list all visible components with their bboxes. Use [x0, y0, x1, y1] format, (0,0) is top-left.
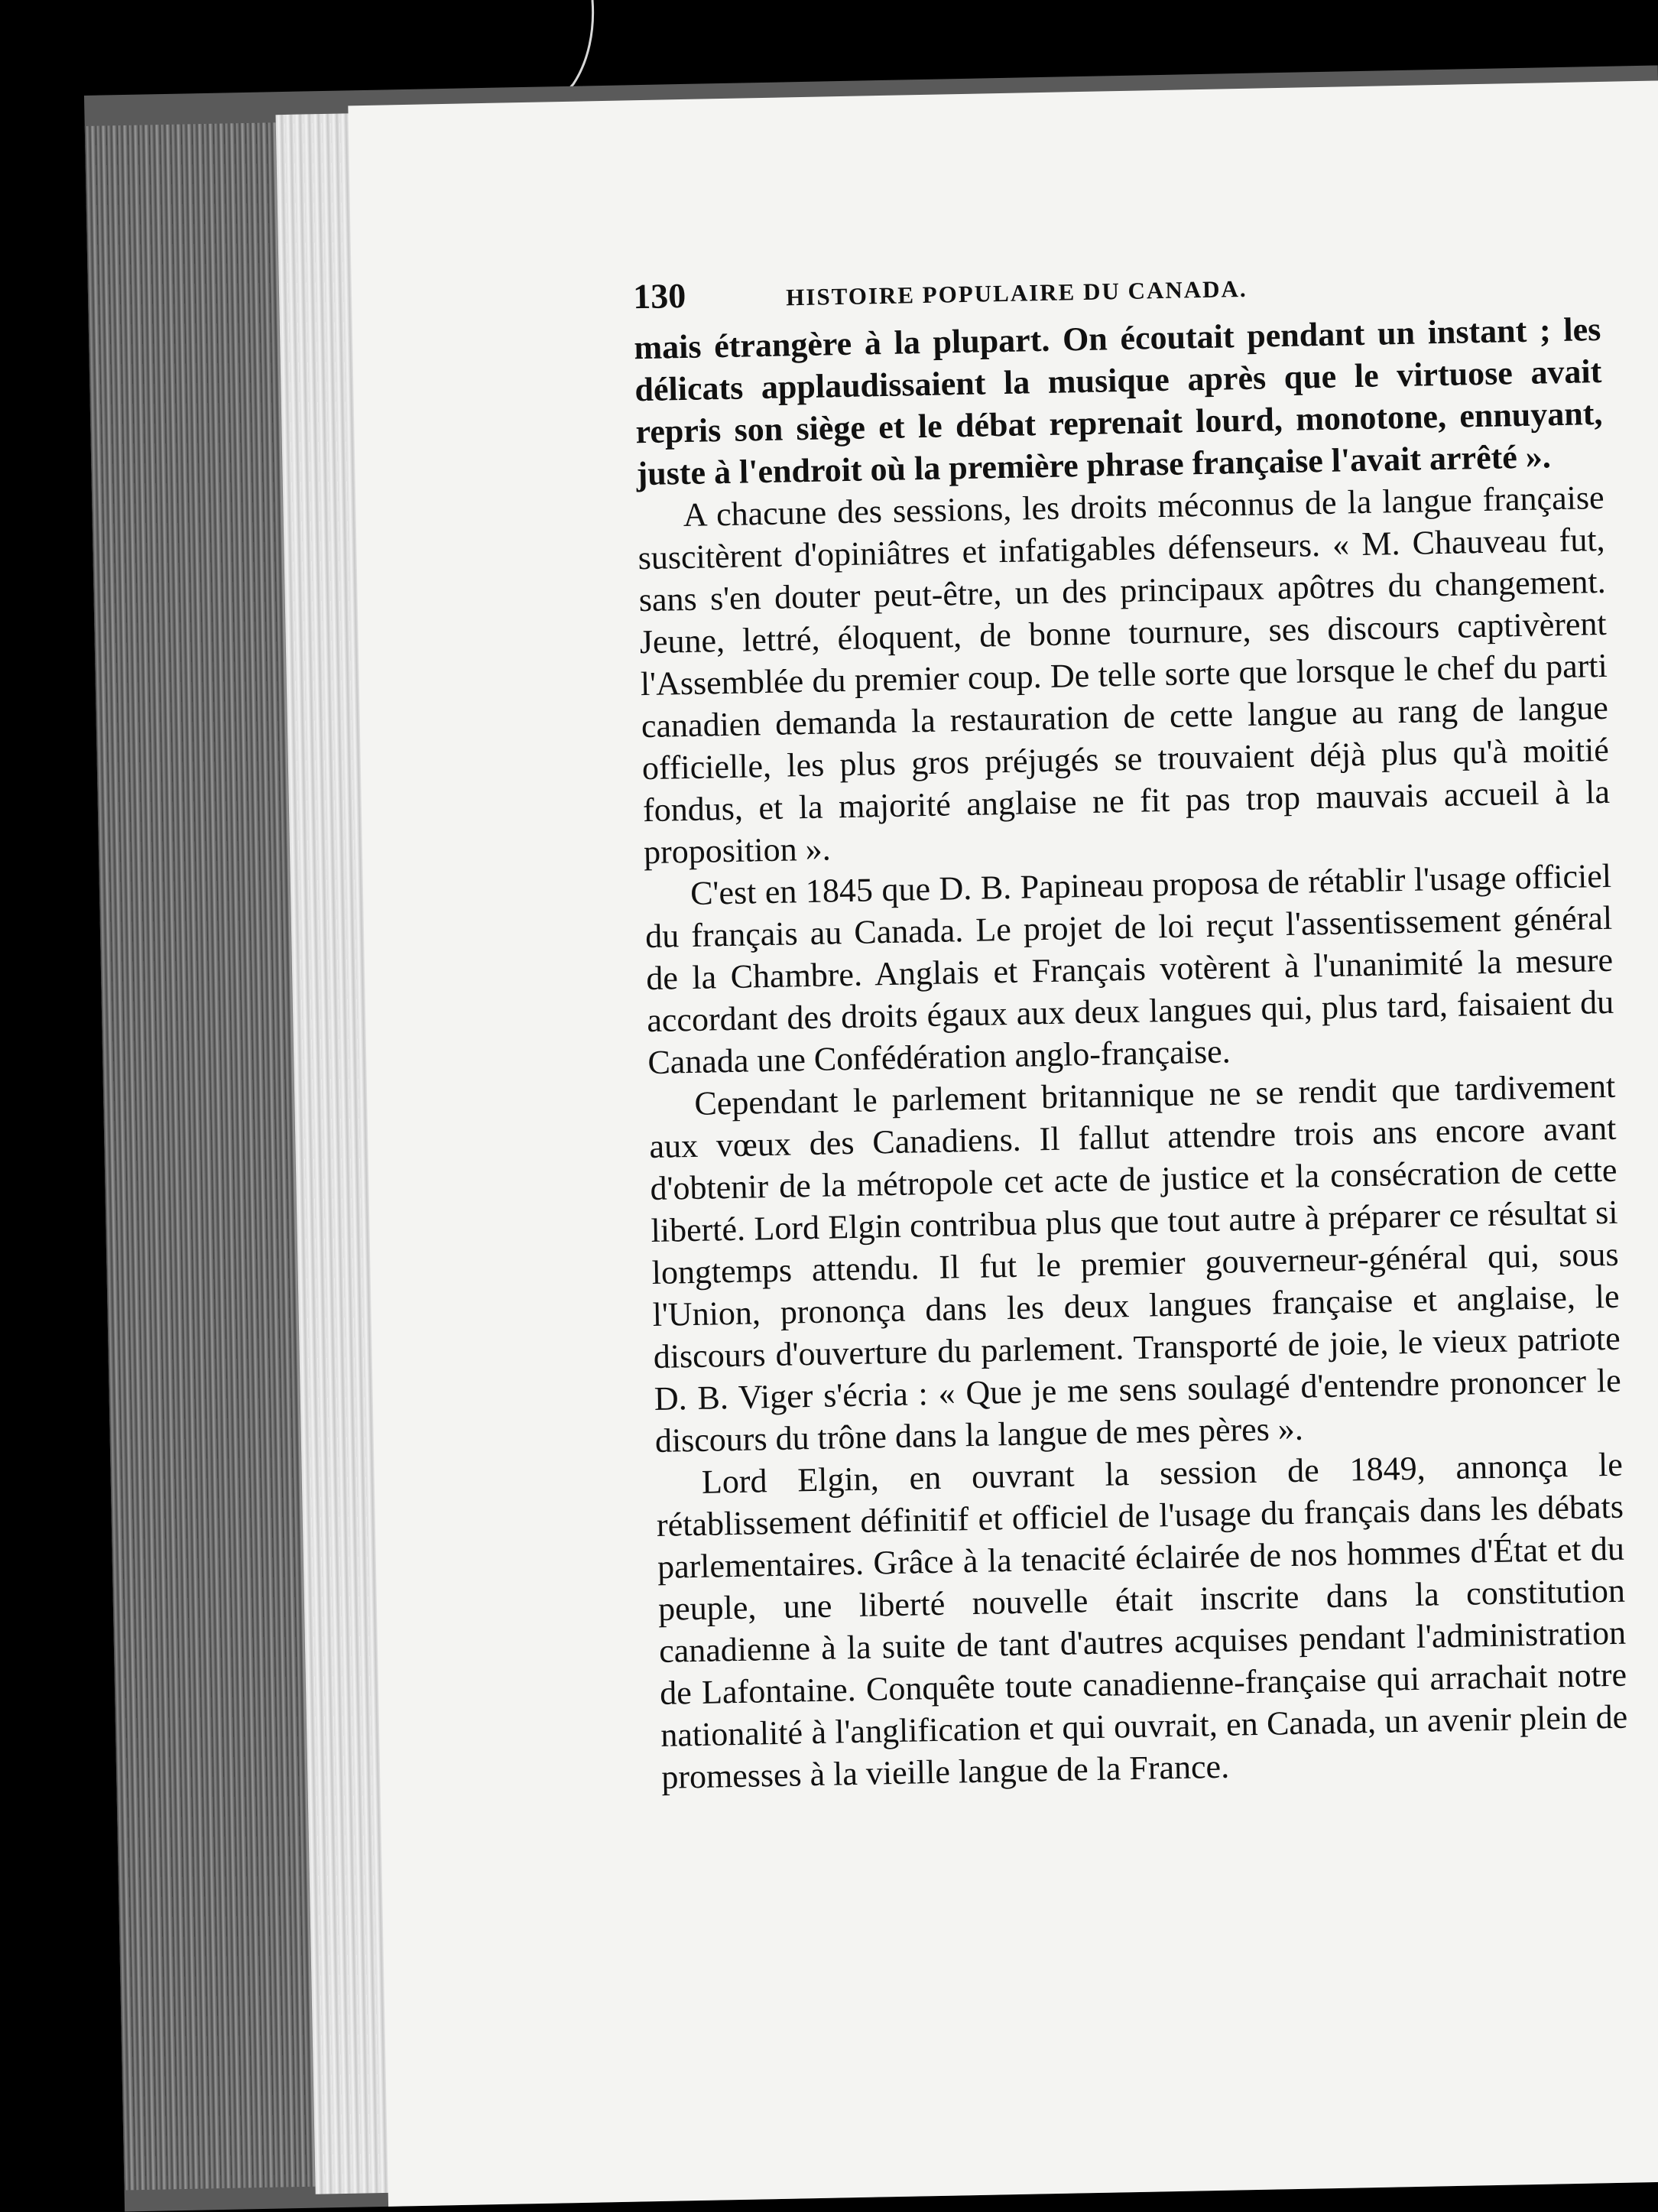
running-title: HISTOIRE POPULAIRE DU CANADA. [785, 274, 1248, 311]
page-number: 130 [632, 275, 686, 317]
scan-artifact-hook [550, 0, 612, 99]
paragraph-5: Lord Elgin, en ouvrant la session de 1849, annonça le rétablissement définitif et officiel de l'usage du français dans les débats parlementaires. Grâce à la tenacité éclairée de nos hommes d'État et du peuple, une liberté nouvelle était inscrite dans la constitution canadienne à la suite de tant d'autres acquises pendant l'administration de Lafontaine. Conquête toute canadienne-française qui arrachait notre nationalité à l'anglification et qui ouvrait, en Canada, un avenir plein de promesses à la vieille langue de la France. [656, 1445, 1628, 1796]
paragraph-3: C'est en 1845 que D. B. Papineau proposa de rétablir l'usage officiel du français au Canada. Le projet de loi reçut l'assentissement général de la Chambre. Anglais et Français votèrent à l'unanimité la mesure accordant des droits égaux aux deux langues qui, plus tard, faisaient du Canada une Confédération anglo-française. [644, 856, 1614, 1082]
page-content [633, 258, 1629, 1798]
paragraph-1: mais étrangère à la plupart. On écoutait pendant un instant ; les délicats applaudissaient la musique après que le virtuose avait repris son siège et le débat reprenait lourd, monotone, ennuyant, juste à l'endroit où la première phrase française l'avait arrêté ». [633, 310, 1603, 493]
page-edges-dark [85, 122, 316, 2190]
book-page [348, 80, 1658, 2206]
book-scan [84, 65, 1658, 2211]
paragraph-4: Cependant le parlement britannique ne se rendit que tardivement aux vœux des Canadiens. Il fallut attendre trois ans encore avant d'obtenir de la métropole cet acte de justice et la consécration de cette liberté. Lord Elgin contribua plus que tout autre à préparer ce résultat si longtemps attendu. Il fut le premier gouverneur-général qui, sous l'Union, prononça dans les deux langues française et anglaise, le discours d'ouverture du parlement. Transporté de joie, le vieux patriote D. B. Viger s'écria : « Que je me sens soulagé d'entendre prononcer le discours du trône dans la langue de mes pères ». [649, 1067, 1622, 1460]
paragraph-2: A chacune des sessions, les droits méconnus de la langue française suscitèrent d'opiniâtres et infatigables défenseurs. « M. Chauveau fut, sans s'en douter peut-être, un des principaux apôtres du changement. Jeune, lettré, éloquent, de bonne tournure, ses discours captivèrent l'Assemblée du premier coup. De telle sorte que lorsque le chef du parti canadien demanda la restauration de cette langue au rang de langue officielle, les plus gros préjugés se trouvaient déjà plus qu'à moitié fondus, et la majorité anglaise ne fit pas trop mauvais accueil à la proposition ». [638, 478, 1611, 872]
